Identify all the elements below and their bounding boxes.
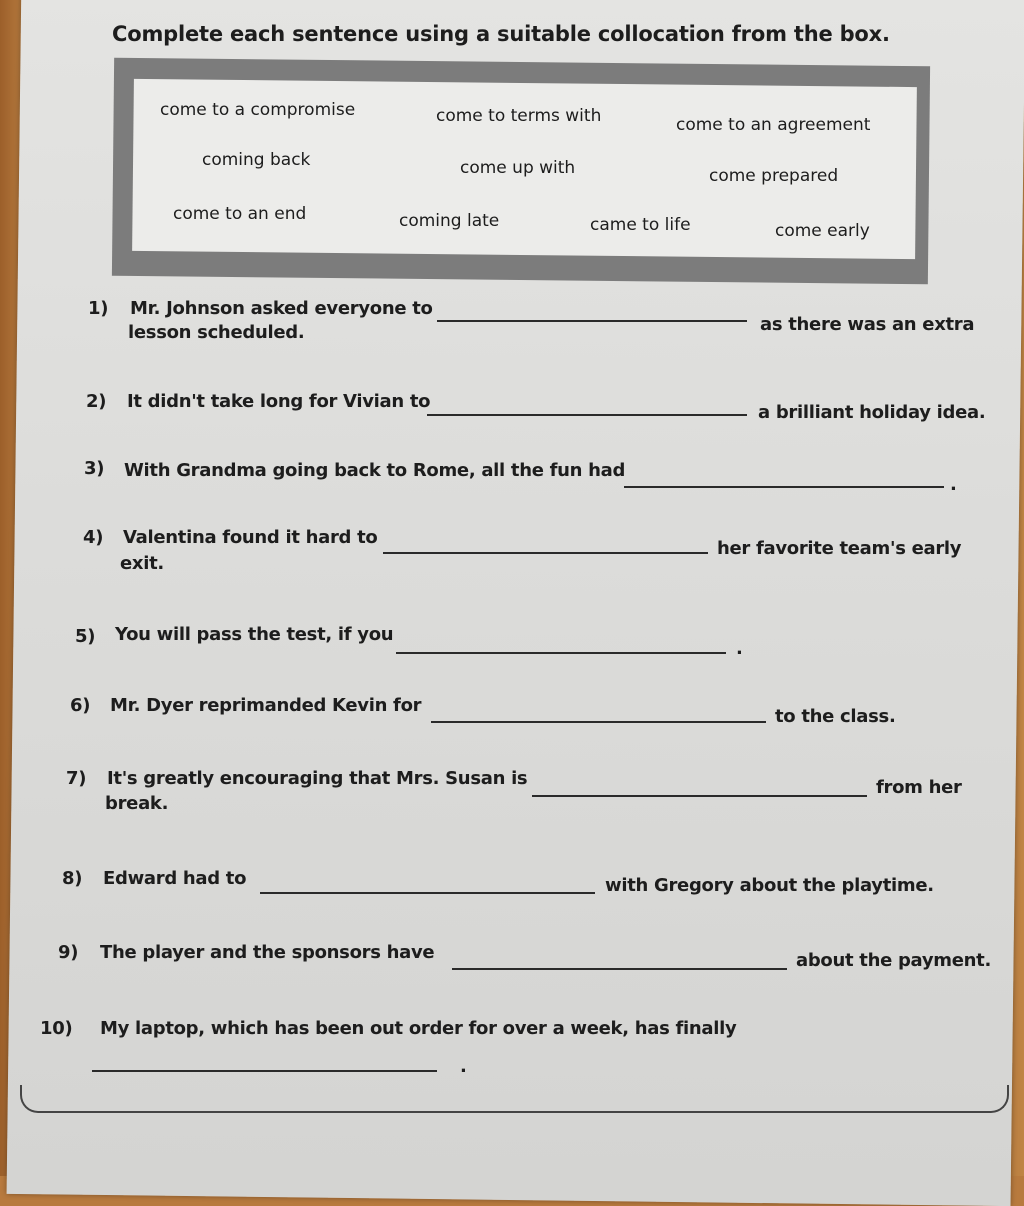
box-phrase: come to an agreement <box>676 115 871 135</box>
question-text-after: with Gregory about the playtime. <box>605 875 934 896</box>
question-text: It didn't take long for Vivian to <box>127 391 431 412</box>
question-number: 7) <box>66 768 87 789</box>
question-number: 5) <box>75 626 96 647</box>
question-text: It's greatly encouraging that Mrs. Susan is <box>107 768 528 789</box>
question-text: With Grandma going back to Rome, all the fun had <box>124 460 626 481</box>
question-continuation: exit. <box>120 553 164 574</box>
question-number: 6) <box>70 695 91 716</box>
question-number: 3) <box>84 458 105 479</box>
box-phrase: coming back <box>202 150 311 170</box>
question-number: 9) <box>58 942 79 963</box>
box-phrase: come prepared <box>709 166 839 186</box>
question-continuation: lesson scheduled. <box>128 322 305 343</box>
page-border <box>20 1085 1009 1113</box>
box-phrase: come to an end <box>173 204 307 224</box>
question-number: 8) <box>62 868 83 889</box>
question-text-after: as there was an extra <box>760 314 975 335</box>
box-phrase: come early <box>775 221 870 241</box>
answer-blank[interactable] <box>260 892 595 894</box>
answer-blank[interactable] <box>532 795 867 797</box>
question-number: 1) <box>88 298 109 319</box>
question-text: Mr. Dyer reprimanded Kevin for <box>110 695 422 716</box>
box-phrase: come to terms with <box>436 106 602 126</box>
question-text: Edward had to <box>103 868 247 889</box>
box-phrase: came to life <box>590 215 691 235</box>
answer-blank[interactable] <box>383 552 708 554</box>
question-continuation: break. <box>105 793 169 814</box>
question-number: 2) <box>86 391 107 412</box>
question-text-after: to the class. <box>775 706 896 727</box>
question-text-after: . <box>736 638 743 659</box>
question-text-after: about the payment. <box>796 950 992 971</box>
question-number: 10) <box>40 1018 73 1039</box>
box-phrase: come to a compromise <box>160 100 356 120</box>
question-text-after: . <box>460 1056 467 1077</box>
answer-blank[interactable] <box>431 721 766 723</box>
question-number: 4) <box>83 527 104 548</box>
answer-blank[interactable] <box>92 1070 437 1072</box>
answer-blank[interactable] <box>437 320 747 322</box>
question-text: You will pass the test, if you <box>115 624 394 645</box>
box-phrase: coming late <box>399 211 500 231</box>
answer-blank[interactable] <box>427 414 747 416</box>
question-text: The player and the sponsors have <box>100 942 435 963</box>
answer-blank[interactable] <box>624 486 944 488</box>
instruction-heading: Complete each sentence using a suitable collocation from the box. <box>112 22 890 46</box>
question-text-after: her favorite team's early <box>717 538 962 559</box>
question-text-after: . <box>950 474 957 495</box>
question-text-after: a brilliant holiday idea. <box>758 402 986 423</box>
answer-blank[interactable] <box>396 652 726 654</box>
question-text: Mr. Johnson asked everyone to <box>130 298 433 319</box>
question-text: My laptop, which has been out order for over a week, has finally <box>100 1018 737 1039</box>
question-text: Valentina found it hard to <box>123 527 378 548</box>
box-phrase: come up with <box>460 158 576 178</box>
answer-blank[interactable] <box>452 968 787 970</box>
question-text-after: from her <box>876 777 962 798</box>
